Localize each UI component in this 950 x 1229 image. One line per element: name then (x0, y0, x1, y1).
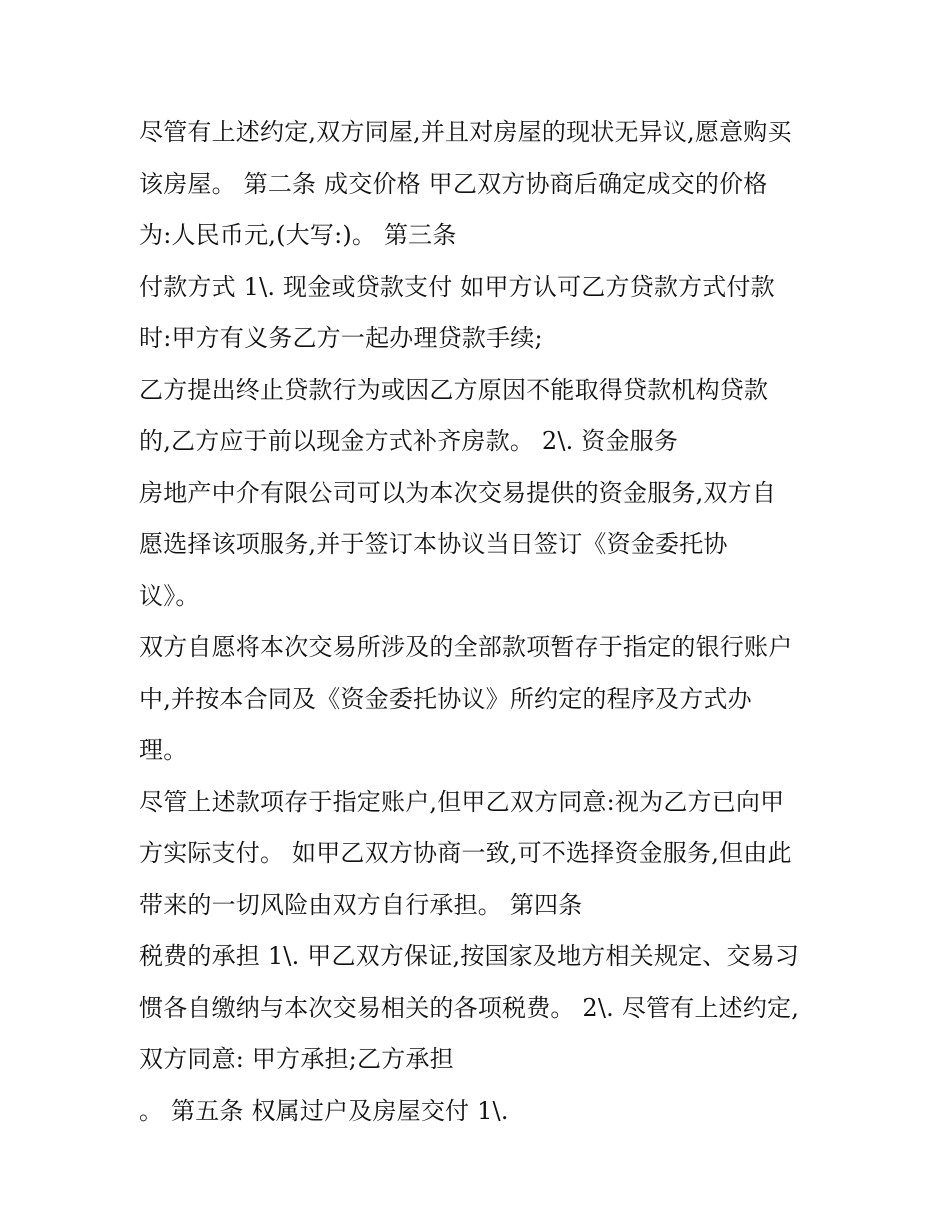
text-line: 尽管上述款项存于指定账户,但甲乙双方同意:视为乙方已向甲 (139, 787, 785, 816)
text-line: 该房屋。 第二条 成交价格 甲乙双方协商后确定成交的价格 (139, 169, 768, 198)
text-line: 。 第五条 权属过户及房屋交付 1\. (139, 1096, 509, 1125)
text-line: 惯各自缴纳与本次交易相关的各项税费。 2\. 尽管有上述约定, (139, 993, 800, 1022)
text-line: 带来的一切风险由双方自行承担。 第四条 (139, 890, 583, 919)
text-line: 为:人民币元,(大写:)。 第三条 (139, 221, 457, 249)
text-line: 付款方式 1\. 现金或贷款支付 如甲方认可乙方贷款方式付款 (139, 272, 775, 301)
text-line: 的,乙方应于前以现金方式补齐房款。 2\. 资金服务 (139, 427, 679, 455)
text-line: 理。 (139, 736, 188, 764)
text-line: 双方自愿将本次交易所涉及的全部款项暂存于指定的银行账户 (139, 633, 793, 661)
text-line: 乙方提出终止贷款行为或因乙方原因不能取得贷款机构贷款 (139, 375, 769, 404)
text-line: 税费的承担 1\. 甲乙双方保证,按国家及地方相关规定、交易习 (139, 942, 800, 970)
text-line: 中,并按本合同及《资金委托协议》所约定的程序及方式办 (139, 684, 752, 713)
text-line: 议》。 (139, 581, 200, 610)
text-line: 双方同意: 甲方承担;乙方承担 (139, 1045, 454, 1073)
text-line: 愿选择该项服务,并于签订本协议当日签订《资金委托协 (139, 530, 728, 558)
contract-text (139, 107, 839, 1137)
text-line: 时:甲方有义务乙方一起办理贷款手续; (139, 324, 543, 352)
text-line: 尽管有上述约定,双方同屋,并且对房屋的现状无异议,愿意购买 (139, 118, 792, 146)
text-line: 房地产中介有限公司可以为本次交易提供的资金服务,双方自 (139, 478, 777, 507)
text-line: 方实际支付。 如甲乙双方协商一致,可不选择资金服务,但由此 (139, 839, 792, 867)
